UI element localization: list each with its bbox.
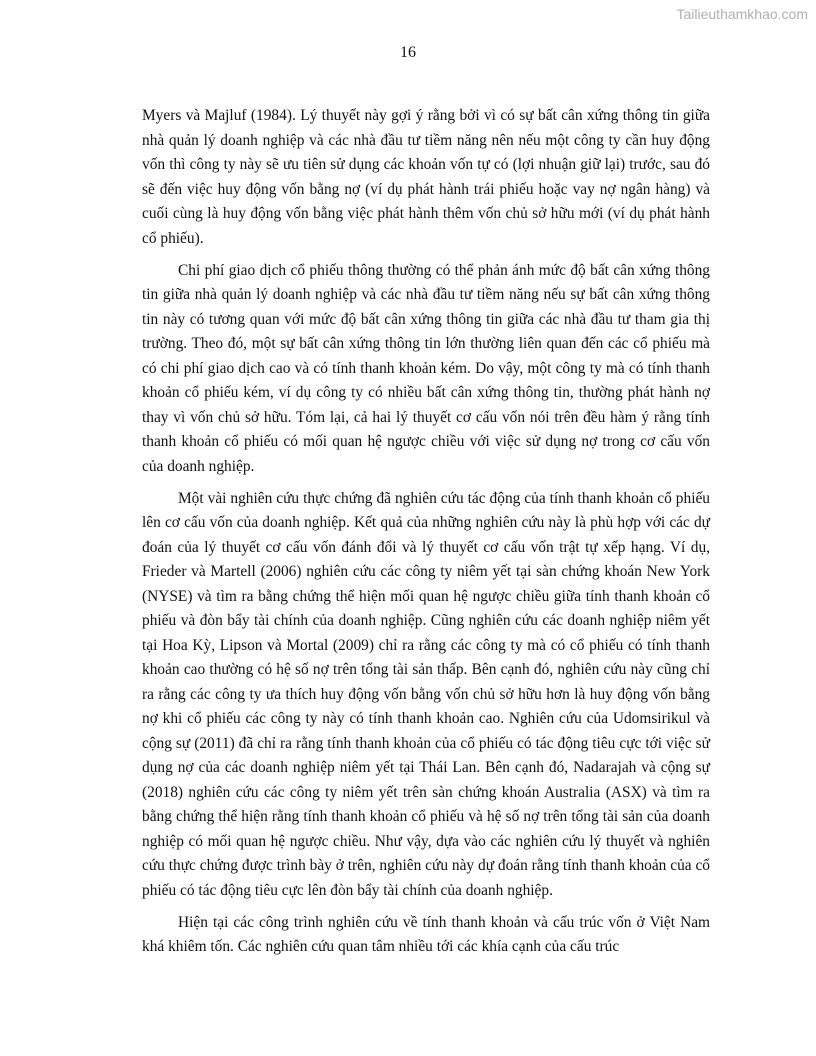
watermark: Tailieuthamkhao.com bbox=[676, 6, 808, 22]
page-number: 16 bbox=[400, 44, 416, 61]
paragraph: Một vài nghiên cứu thực chứng đã nghiên cứu tác động của tính thanh khoản cổ phiếu lên cơ cấu vốn của doanh nghiệp. Kết quả của những nghiên cứu này là phù hợp với các dự đoán của lý thuyết cơ cấu vốn đánh đổi và lý thuyết cơ cấu vốn trật tự xếp hạng. Ví dụ, Frieder và Martell (2006) nghiên cứu các công ty niêm yết tại sàn chứng khoán New York (NYSE) và tìm ra bằng chứng thể hiện mối quan hệ ngược chiều giữa tính thanh khoản cổ phiếu và đòn bẩy tài chính của doanh nghiệp. Cũng nghiên cứu các doanh nghiệp niêm yết tại Hoa Kỳ, Lipson và Mortal (2009) chỉ ra rằng các công ty mà có cổ phiếu có tính thanh khoản cao thường có hệ số nợ trên tổng tài sản thấp. Bên cạnh đó, nghiên cứu này cũng chỉ ra rằng các công ty ưa thích huy động vốn bằng vốn chủ sở hữu hơn là huy động vốn bằng nợ khi cổ phiếu các công ty này có tính thanh khoản cao. Nghiên cứu của Udomsirikul và cộng sự (2011) đã chỉ ra rằng tính thanh khoản của cổ phiếu có tác động tiêu cực tới việc sử dụng nợ của các doanh nghiệp niêm yết tại Thái Lan. Bên cạnh đó, Nadarajah và cộng sự (2018) nghiên cứu các công ty niêm yết trên sàn chứng khoán Australia (ASX) và tìm ra bằng chứng thể hiện rằng tính thanh khoản cổ phiếu và hệ số nợ trên tổng tài sản của doanh nghiệp có mối quan hệ ngược chiều. Như vậy, dựa vào các nghiên cứu lý thuyết và nghiên cứu thực chứng được trình bày ở trên, nghiên cứu này dự đoán rằng tính thanh khoản của cổ phiếu có tác động tiêu cực lên đòn bẩy tài chính của doanh nghiệp. bbox=[142, 489, 710, 899]
paragraph: Hiện tại các công trình nghiên cứu về tính thanh khoản và cấu trúc vốn ở Việt Nam khá khiêm tốn. Các nghiên cứu quan tâm nhiều tới các khía cạnh của cấu trúc bbox=[142, 913, 710, 955]
paragraph: Myers và Majluf (1984). Lý thuyết này gợi ý rằng bởi vì có sự bất cân xứng thông tin giữa nhà quản lý doanh nghiệp và các nhà đầu tư tiềm năng nên nếu một công ty cần huy động vốn thì công ty này sẽ ưu tiên sử dụng các khoản vốn tự có (lợi nhuận giữ lại) trước, sau đó sẽ đến việc huy động vốn bằng nợ (ví dụ phát hành trái phiếu hoặc vay nợ ngân hàng) và cuối cùng là huy động vốn bằng việc phát hành thêm vốn chủ sở hữu mới (ví dụ phát hành cổ phiếu). bbox=[142, 107, 710, 247]
paragraph: Chi phí giao dịch cổ phiếu thông thường có thể phản ánh mức độ bất cân xứng thông tin giữa nhà quản lý doanh nghiệp và các nhà đầu tư tiềm năng nếu sự bất cân xứng thông tin này có tương quan với mức độ bất cân xứng thông tin giữa các nhà đầu tư tham gia thị trường. Theo đó, một sự bất cân xứng thông tin lớn thường liên quan đến các cổ phiếu mà có chi phí giao dịch cao và có tính thanh khoản kém. Do vậy, một công ty mà có tính thanh khoản cổ phiếu kém, ví dụ công ty có nhiều bất cân xứng thông tin, thường phát hành nợ thay vì vốn chủ sở hữu. Tóm lại, cả hai lý thuyết cơ cấu vốn nói trên đều hàm ý rằng tính thanh khoản cổ phiếu có mối quan hệ ngược chiều với việc sử dụng nợ trong cơ cấu vốn của doanh nghiệp. bbox=[142, 261, 710, 475]
document-body bbox=[142, 104, 710, 967]
